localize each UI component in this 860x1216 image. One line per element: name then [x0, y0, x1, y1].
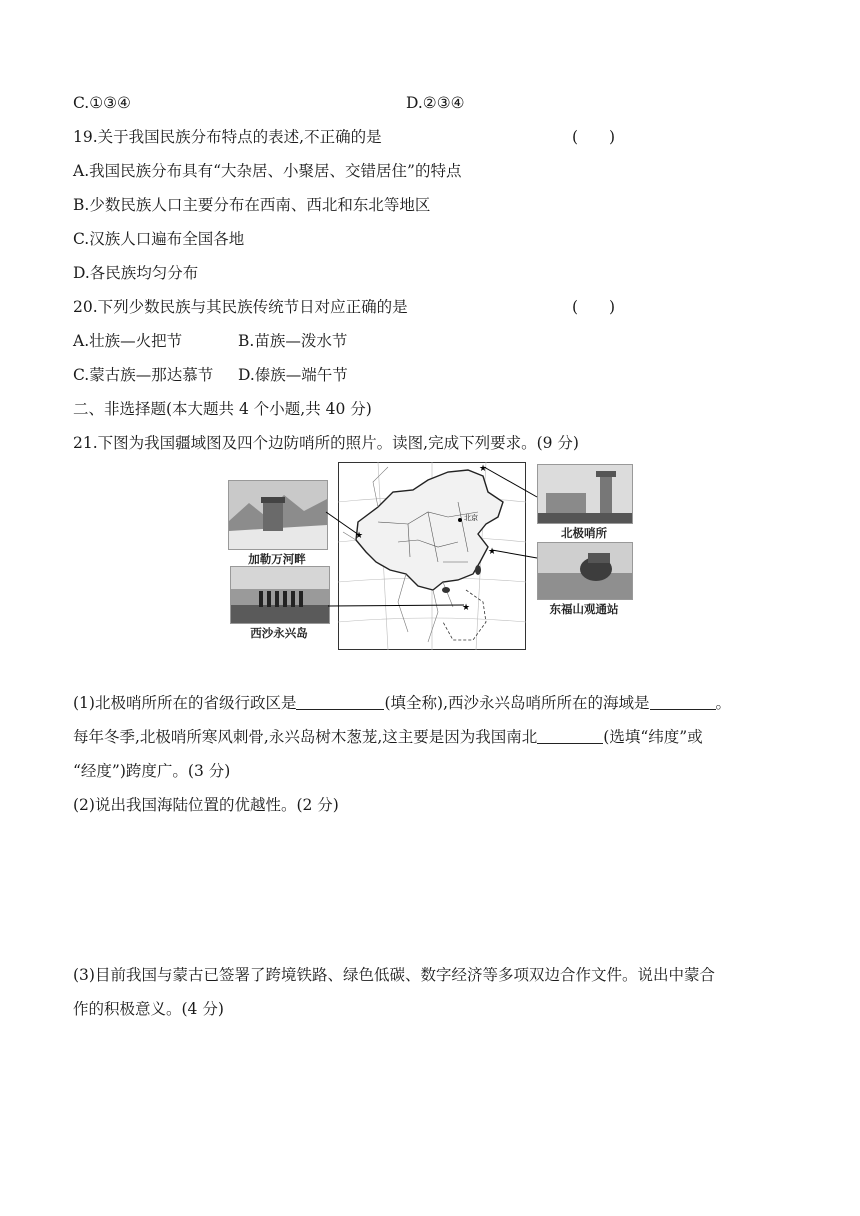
- q20-option-c: C.蒙古族—那达慕节: [73, 366, 214, 384]
- caption-dongfu: 东福山观通站: [549, 602, 619, 616]
- svg-text:★: ★: [488, 547, 497, 557]
- q19-option-c: C.汉族人口遍布全国各地: [73, 230, 245, 248]
- q19-option-d: D.各民族均匀分布: [73, 264, 199, 282]
- q20-option-a: A.壮族—火把节: [73, 332, 183, 350]
- q21-part3-line1: (3)目前我国与蒙古已签署了跨境铁路、绿色低碳、数字经济等多项双边合作文件。说出中蒙合: [73, 966, 715, 984]
- q20-stem: 20.下列少数民族与其民族传统节日对应正确的是: [73, 298, 408, 316]
- svg-text:★: ★: [355, 531, 364, 541]
- q20-option-b: B.苗族—泼水节: [238, 332, 348, 350]
- q21-figure: [228, 462, 638, 652]
- caption-xisha: 西沙永兴岛: [250, 626, 308, 640]
- q21-part1-text-c: 。: [715, 694, 732, 712]
- q21-stem: 21.下图为我国疆域图及四个边防哨所的照片。读图,完成下列要求。(9 分): [73, 434, 579, 452]
- connector-lines: [228, 462, 638, 652]
- q21-part1-text-b: (填全称),西沙永兴岛哨所所在的海域是: [384, 694, 650, 712]
- q21-part1-text-d: 每年冬季,北极哨所寒风刺骨,永兴岛树木葱茏,这主要是因为我国南北: [73, 728, 538, 746]
- q19-answer-paren: ( ): [572, 128, 616, 146]
- svg-text:★: ★: [479, 464, 488, 474]
- span-blank[interactable]: [537, 727, 603, 744]
- q21-part3-line2: 作的积极意义。(4 分): [73, 1000, 224, 1018]
- svg-text:★: ★: [462, 603, 471, 613]
- q21-part1-text-a: (1)北极哨所所在的省级行政区是: [73, 694, 297, 712]
- q20-option-d: D.傣族—端午节: [238, 366, 348, 384]
- province-blank[interactable]: [296, 693, 384, 710]
- section-title: 二、非选择题(本大题共 4 个小题,共 40 分): [73, 400, 372, 418]
- q20-answer-paren: ( ): [572, 298, 616, 316]
- q21-part2: (2)说出我国海陆位置的优越性。(2 分): [73, 796, 339, 814]
- q21-part1-text-e: (选填“纬度”或: [603, 728, 703, 746]
- map-label-beijing: 北京: [464, 514, 478, 522]
- q21-part1-line1: [73, 692, 731, 714]
- q21-part1-line3: “经度”)跨度广。(3 分): [73, 762, 231, 780]
- q19-option-b: B.少数民族人口主要分布在西南、西北和东北等地区: [73, 196, 431, 214]
- caption-galwan: 加勒万河畔: [248, 552, 306, 566]
- q21-part1-line2: [73, 726, 703, 748]
- q19-option-a: A.我国民族分布具有“大杂居、小聚居、交错居住”的特点: [73, 162, 462, 180]
- sea-area-blank[interactable]: [650, 693, 716, 710]
- caption-beiji: 北极哨所: [561, 526, 607, 540]
- q18-option-d: D.②③④: [406, 94, 465, 112]
- q19-stem: 19.关于我国民族分布特点的表述,不正确的是: [73, 128, 382, 146]
- q18-option-c: C.①③④: [73, 94, 131, 112]
